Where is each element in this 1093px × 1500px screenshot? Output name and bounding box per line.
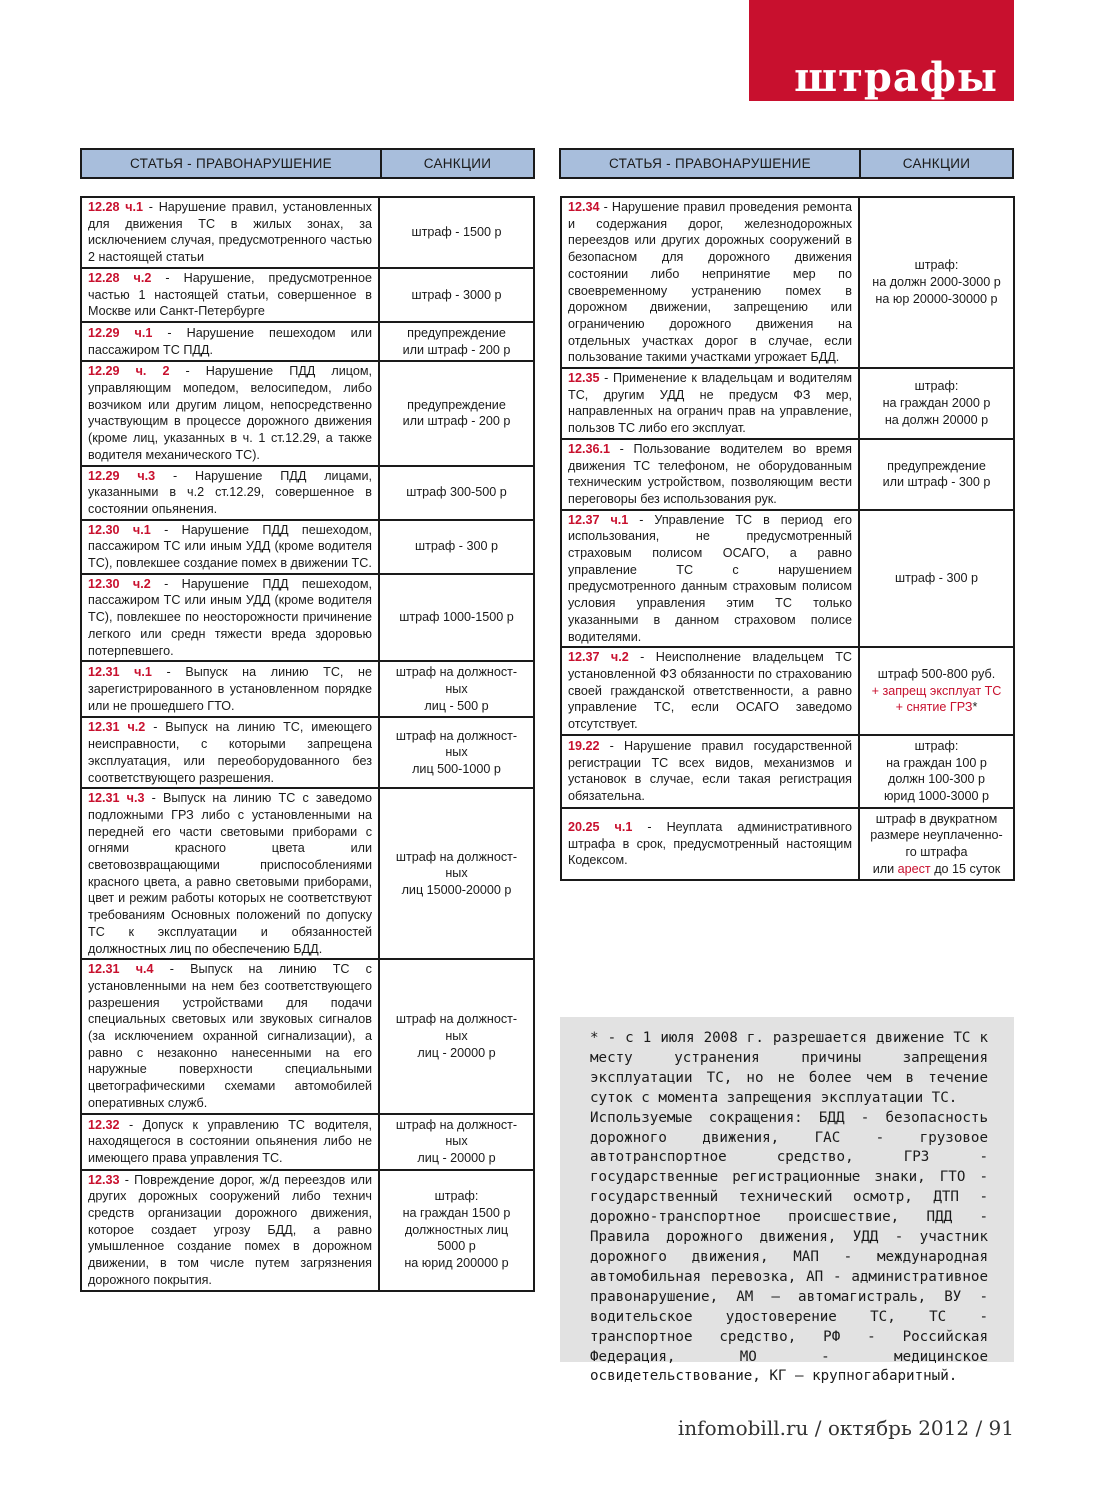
sanction-line: на юр 20000-30000 р	[875, 291, 998, 306]
sanction-line: или штраф - 300 р	[882, 475, 991, 490]
violation-text: - Допуск к управлению ТС водителя, находящегося в состоянии опьянения либо не имеющего права управления ТС.	[88, 1117, 372, 1165]
sanction-line: штраф:	[914, 379, 959, 394]
sanction-line: размере неуплаченно-	[870, 828, 1003, 843]
sanction-line: или штраф - 200 р	[402, 342, 511, 357]
table-header-right	[559, 148, 1014, 179]
sanction-cell	[379, 466, 534, 520]
sanction-line: штраф:	[434, 1189, 479, 1204]
sanction-extra: + запрещ эксплуат ТС	[871, 683, 1002, 698]
violation-cell	[561, 647, 859, 735]
sanction-cell	[859, 510, 1014, 648]
article-number: 12.32	[88, 1117, 120, 1132]
table-row	[561, 735, 1014, 808]
article-number: 12.37 ч.1	[568, 512, 629, 527]
table-row	[561, 439, 1014, 510]
sanction-line: предупреждение	[407, 397, 506, 412]
article-number: 12.31 ч.2	[88, 720, 146, 735]
sanction-line: штраф на должност-	[395, 849, 518, 864]
violation-cell	[561, 510, 859, 648]
page-footer: infomobill.ru / октябрь 2012 / 91	[677, 1416, 1014, 1440]
article-number: 12.37 ч.2	[568, 650, 629, 665]
sanction-line: штраф в двукратном	[875, 811, 998, 826]
sanction-line: штраф на должност-	[395, 1012, 518, 1027]
violation-text: - Выпуск на линию ТС, не зарегистрированного в установленном порядке или не прошедшего ГТО.	[88, 665, 372, 713]
violation-text: - Повреждение дорог, ж/д переездов или других дорожных сооружений либо технич средств организации дорожного движения, которое создает угрозу БДД, а равно умышленное создание помех в дорожном движении, в том числе путем загрязнения дорожного покрытия.	[88, 1172, 372, 1287]
sanction-extra: + снятие ГРЗ	[895, 700, 973, 715]
sanction-cell	[379, 361, 534, 465]
violation-text: - Пользование водителем во время движения ТС телефоном, не оборудованным техническим устройством, позволяющим вести переговоры без использования рук.	[568, 441, 852, 506]
article-number: 12.35	[568, 371, 600, 386]
table-row	[81, 788, 534, 959]
article-number: 20.25 ч.1	[568, 819, 633, 834]
violation-text: - Нарушение ПДД пешеходом, пассажиром ТС или иным УДД (кроме водителя ТС), повлекшее создание помех в движении ТС.	[88, 522, 372, 571]
sanction-line: штраф:	[914, 738, 959, 753]
sanction-cell	[859, 735, 1014, 808]
sanction-cell	[859, 197, 1014, 368]
violation-text: - Нарушение правил государственной регистрации ТС всех видов, механизмов и установок в случае, если такая регистрация обязательна.	[568, 738, 852, 803]
table-row	[81, 322, 534, 361]
violation-text: - Выпуск на линию ТС с заведомо подложными ГРЗ либо с установленными на передней его части световыми приборами с огнями красного цвета или световозвращающими приспособлениями красного цвета, а равно световыми приборами, цвет и режим работы которых не соответствуют требованиям Основных положений по допуску ТС к эксплуатации и обязанностей должностных лиц по обеспечению БДД.	[88, 791, 372, 956]
table-row	[561, 368, 1014, 439]
violation-text: - Нарушение правил, установленных для движения ТС в жилых зонах, за исключением случая, предусмотренного частью 2 настоящей статьи	[88, 200, 372, 265]
sanction-cell	[379, 574, 534, 662]
sanction-cell	[379, 717, 534, 788]
sanction-line: на граждан 1500 р	[402, 1206, 511, 1221]
table-row	[81, 959, 534, 1113]
sanction-cell	[859, 439, 1014, 510]
violation-cell	[81, 959, 379, 1113]
sanction-cell	[379, 1170, 534, 1291]
header-violation: СТАТЬЯ - ПРАВОНАРУШЕНИЕ	[561, 150, 859, 177]
sanction-cell	[379, 520, 534, 574]
table-row	[81, 574, 534, 662]
article-number: 19.22	[568, 738, 600, 753]
violation-cell	[81, 466, 379, 520]
table-header-left	[80, 148, 535, 179]
sanction-line: на юрид 200000 р	[404, 1256, 509, 1271]
sanction-line: лиц - 20000 р	[417, 1150, 496, 1165]
article-number: 12.28 ч.1	[88, 200, 144, 214]
table-row	[561, 510, 1014, 648]
footnote-text: * - с 1 июля 2008 г. разрешается движение ТС к месту устранения причины запрещения эксплуатации ТС, но не более чем в течение суток с момента запрещения эксплуатации ТС.	[590, 1030, 988, 1106]
sanction-line: ных	[445, 866, 468, 881]
violation-text: - Нарушение ПДД пешеходом, пассажиром ТС или иным УДД (кроме водителя ТС), повлекшее по неосторожности причинение легкого или средн тяжести вреда здоровью потерпевшего.	[88, 576, 372, 658]
sanction-cell	[379, 322, 534, 361]
violation-text: - Нарушение ПДД лицами, указанными в ч.2 ст.12.29, совершенное в состоянии опьянения.	[88, 468, 372, 516]
violation-cell	[561, 808, 859, 881]
violation-cell	[561, 197, 859, 368]
table-row	[81, 520, 534, 574]
sanction-line: лиц - 20000 р	[417, 1045, 496, 1060]
sanction-line: предупреждение	[887, 458, 986, 473]
sanction-cell	[379, 788, 534, 959]
table-row	[81, 268, 534, 322]
sanction-line: должностных лиц	[404, 1222, 509, 1237]
violation-cell	[81, 1170, 379, 1291]
violation-cell	[561, 735, 859, 808]
sanction-cell	[379, 1114, 534, 1170]
sanction-cell	[859, 808, 1014, 881]
violation-text: - Выпуск на линию ТС с установленными на нем без соответствующего разрешения устройствами для подачи специальных световых или звуковых сигналов (за исключением охранной сигнализации), а равно с незаконно нанесенными на его наружные поверхности специальными цветографическими схемами автомобилей оперативных служб.	[88, 962, 372, 1110]
violation-cell	[81, 661, 379, 717]
violation-cell	[81, 1114, 379, 1170]
sanction-tail-red: арест	[897, 861, 931, 876]
article-number: 12.29 ч.1	[88, 325, 153, 340]
sanction-line: штраф - 3000 р	[411, 287, 502, 302]
table-row	[561, 808, 1014, 881]
sanction-line: лиц - 500 р	[424, 698, 489, 713]
article-number: 12.36.1	[568, 441, 611, 456]
header-violation: СТАТЬЯ - ПРАВОНАРУШЕНИЕ	[82, 150, 380, 177]
sanction-line: штраф 300-500 р	[406, 485, 507, 500]
sanction-line: юрид 1000-3000 р	[883, 788, 990, 803]
sanction-line: штраф - 300 р	[415, 539, 498, 554]
article-number: 12.28 ч.2	[88, 270, 152, 285]
sanction-cell	[379, 959, 534, 1113]
violation-cell	[81, 574, 379, 662]
sanction-line: ных	[445, 681, 468, 696]
table-row	[561, 647, 1014, 735]
sanction-line: штраф на должност-	[395, 728, 518, 743]
sanction-line: лиц 15000-20000 р	[401, 883, 512, 898]
sanction-cell	[859, 647, 1014, 735]
sanction-line: штраф - 1500 р	[411, 225, 502, 240]
table-row	[81, 1170, 534, 1291]
article-number: 12.30 ч.2	[88, 576, 151, 591]
article-number: 12.31 ч.3	[88, 791, 145, 806]
violation-text: - Нарушение правил проведения ремонта и содержания дорог, железнодорожных переездов или других дорожных сооружений в безопасном для дорожного движения состоянии либо непринятие мер по своевременному устранению помех в дорожном движении, запрещению или ограничению дорожного движения на отдельных участках дорог в случае, если пользование такими участками угрожает БДД.	[568, 200, 852, 365]
table-row	[81, 661, 534, 717]
sanction-line: 5000 р	[437, 1239, 476, 1254]
notes-box	[560, 1017, 1014, 1385]
violation-text: - Управление ТС в период его использования, не предусмотренный страховым полисом ОСАГО, а равно управление ТС с нарушением предусмотренного данным страховым полисом условия управления этим ТС только указанными в данном страховом полисе водителями.	[568, 512, 852, 644]
violation-cell	[561, 368, 859, 439]
violation-cell	[81, 520, 379, 574]
sanction-cell	[379, 268, 534, 322]
abbreviations-text: Используемые сокращения: БДД - безопасность дорожного движения, ГАС - грузовое автотранспортное средство, ГРЗ - государственные регистрационные знаки, ГТО - государственный технический осмотр, ДТП - дорожно-транспортное происшествие, ПДД - Правила дорожного движения, УДД - участник дорожного движения, МАП - международная автомобильная перевозка, АП - административное правонарушение, АМ – автомагистраль, ВУ - водительское удостоверение ТС, ТС - транспортное средство, РФ - Российская Федерация, МО - медицинское освидетельствование, КГ – крупногабаритный.	[590, 1109, 988, 1385]
violation-text: - Нарушение, предусмотренное частью 1 настоящей статьи, совершенное в Москве или Санкт-Петербурге	[88, 270, 372, 319]
sanction-cell	[859, 368, 1014, 439]
sanction-line: штраф на должност-	[395, 1117, 518, 1132]
sanction-line: го штрафа	[905, 845, 968, 860]
table-row	[81, 717, 534, 788]
article-number: 12.31 ч.1	[88, 665, 152, 680]
table-row	[561, 197, 1014, 368]
sanction-tail-prefix: или	[872, 861, 898, 876]
sanction-line: ных	[445, 1029, 468, 1044]
sanction-line: на должн 2000-3000 р	[872, 275, 1001, 290]
sanction-cell	[379, 197, 534, 268]
sanction-line: лиц 500-1000 р	[412, 762, 501, 777]
violation-text: - Нарушение пешеходом или пассажиром ТС ПДД.	[88, 325, 372, 357]
section-label: штрафы	[749, 0, 1014, 101]
table-row	[81, 361, 534, 465]
table-row	[81, 1114, 534, 1170]
sanction-line: предупреждение	[407, 325, 506, 340]
header-sanction: САНКЦИИ	[859, 150, 1012, 177]
article-number: 12.33	[88, 1172, 120, 1187]
violation-text: - Применение к владельцам и водителям ТС, другим УДД не предусм ФЗ мер, направленных на огранич прав на управление, пользов ТС либо его эксплуат.	[568, 371, 852, 436]
sanction-line: или штраф - 200 р	[402, 414, 511, 429]
article-number: 12.30 ч.1	[88, 522, 151, 537]
violation-text: - Нарушение ПДД лицом, управляющим мопедом, велосипедом, либо возчиком или другим лицом, непосредственно участвующим в процессе дорожного движения (кроме лиц, указанных в ч. 1 ст.12.29, а также водителя механического ТС).	[88, 364, 373, 462]
sanction-line: штраф - 300 р	[895, 571, 978, 586]
violation-cell	[81, 361, 379, 465]
sanction-tail-suffix: до 15 суток	[930, 861, 1001, 876]
violation-text: - Неисполнение владельцем ТС установленной ФЗ обязанности по страхованию своей гражданской ответственности, а равно управление ТС, если ОСАГО заведомо отсутствует.	[568, 650, 852, 732]
sanction-line: на должн 20000 р	[884, 412, 989, 427]
footnote-mark: *	[972, 700, 978, 715]
article-number: 12.34	[568, 200, 600, 214]
violation-cell	[561, 439, 859, 510]
violation-cell	[81, 197, 379, 268]
violation-cell	[81, 268, 379, 322]
article-number: 12.29 ч. 2	[88, 364, 170, 379]
table-row	[81, 197, 534, 268]
violation-cell	[81, 322, 379, 361]
article-number: 12.31 ч.4	[88, 962, 154, 977]
sanction-line: ных	[445, 1134, 468, 1149]
sanction-line: на граждан 2000 р	[882, 396, 991, 411]
header-sanction: САНКЦИИ	[380, 150, 533, 177]
fines-table-left	[80, 196, 535, 1292]
violation-text: - Выпуск на линию ТС, имеющего неисправности, с которыми запрещена эксплуатация, или переоборудованного без соответствующего разрешения.	[88, 720, 372, 785]
table-row	[81, 466, 534, 520]
violation-cell	[81, 717, 379, 788]
fines-table-right	[560, 196, 1015, 881]
violation-cell	[81, 788, 379, 959]
sanction-line: на граждан 100 р	[886, 755, 987, 770]
violation-text: - Неуплата административного штрафа в срок, предусмотренный настоящим Кодексом.	[568, 819, 852, 868]
sanction-line: должн 100-300 р	[887, 772, 986, 787]
sanction-line: ных	[445, 745, 468, 760]
sanction-line: штраф на должност-	[395, 665, 518, 680]
article-number: 12.29 ч.3	[88, 468, 156, 483]
sanction-cell	[379, 661, 534, 717]
sanction-line: штраф 1000-1500 р	[399, 610, 514, 625]
sanction-line: штраф 500-800 руб.	[877, 666, 996, 681]
sanction-line: штраф:	[914, 258, 959, 273]
